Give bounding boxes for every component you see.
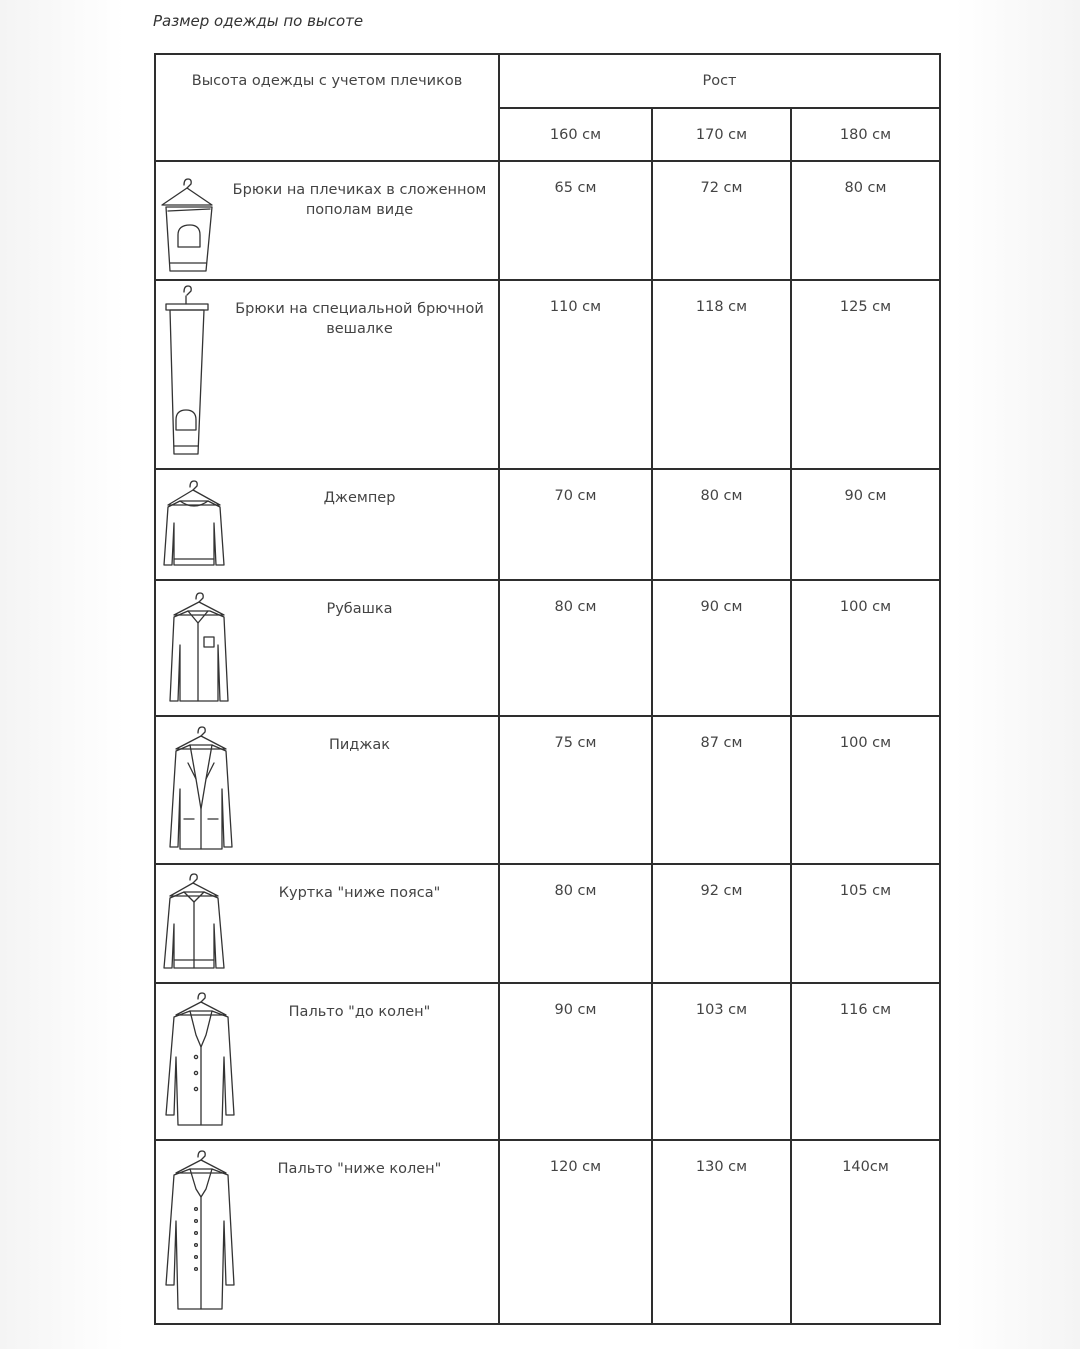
value-cell: 130 см: [652, 1140, 791, 1324]
value-cell: 100 см: [791, 580, 940, 716]
value-cell: 110 см: [499, 280, 652, 470]
blazer-icon: [158, 719, 242, 861]
table-row: [155, 469, 940, 579]
table-row: [155, 716, 940, 864]
value-cell: 75 см: [499, 716, 652, 864]
value-cell: 116 см: [791, 983, 940, 1140]
value-cell: 90 см: [499, 983, 652, 1140]
table-row: [155, 280, 940, 470]
folded-trousers-icon: [158, 163, 220, 277]
document-title: Размер одежды по высоте: [153, 12, 364, 30]
value-cell: 80 см: [791, 161, 940, 279]
long-coat-icon: [158, 1145, 240, 1321]
value-cell: 92 см: [652, 864, 791, 982]
jacket-icon: [158, 868, 230, 980]
value-cell: 70 см: [499, 469, 652, 579]
value-cell: 80 см: [499, 580, 652, 716]
value-cell: 80 см: [652, 469, 791, 579]
garment-label: Брюки на специальной брючной вешалке: [235, 300, 484, 337]
garment-cell: [155, 1140, 499, 1324]
value-cell: 90 см: [791, 469, 940, 579]
garment-label: Пальто "ниже колен": [277, 1161, 442, 1178]
header-row: [155, 54, 940, 108]
value-cell: 140см: [791, 1140, 940, 1324]
value-cell: 105 см: [791, 864, 940, 982]
garment-cell: [155, 469, 499, 579]
value-cell: 120 см: [499, 1140, 652, 1324]
garment-label: Рубашка: [326, 600, 393, 617]
garment-cell: [155, 864, 499, 982]
hanging-trousers-icon: [158, 282, 218, 466]
table-row: [155, 580, 940, 716]
garment-label: Брюки на плечиках в сложенном пополам виде: [232, 182, 487, 219]
height-170-header: 170 см: [652, 108, 791, 161]
jumper-icon: [158, 473, 230, 577]
garment-cell: [155, 161, 499, 279]
value-cell: 125 см: [791, 280, 940, 470]
height-160-header: 160 см: [499, 108, 652, 161]
value-cell: 80 см: [499, 864, 652, 982]
value-cell: 65 см: [499, 161, 652, 279]
garment-cell: [155, 280, 499, 470]
height-group-header: Рост: [499, 54, 940, 108]
value-cell: 103 см: [652, 983, 791, 1140]
value-cell: 90 см: [652, 580, 791, 716]
garment-cell: [155, 716, 499, 864]
table-row: [155, 864, 940, 982]
garment-cell: [155, 580, 499, 716]
knee-coat-icon: [158, 987, 240, 1137]
value-cell: 100 см: [791, 716, 940, 864]
table-row: [155, 161, 940, 279]
size-table: [154, 53, 941, 1325]
value-cell: 87 см: [652, 716, 791, 864]
garment-label: Пиджак: [328, 737, 391, 754]
table-row: [155, 1140, 940, 1324]
value-cell: 118 см: [652, 280, 791, 470]
garment-label: Пальто "до колен": [288, 1003, 431, 1020]
garment-cell: [155, 983, 499, 1140]
value-cell: 72 см: [652, 161, 791, 279]
table-row: [155, 983, 940, 1140]
garment-label: Джемпер: [323, 490, 396, 507]
shirt-icon: [158, 585, 238, 713]
height-180-header: 180 см: [791, 108, 940, 161]
garment-column-header: Высота одежды с учетом плечиков: [155, 54, 499, 161]
garment-label: Куртка "ниже пояса": [278, 885, 441, 902]
